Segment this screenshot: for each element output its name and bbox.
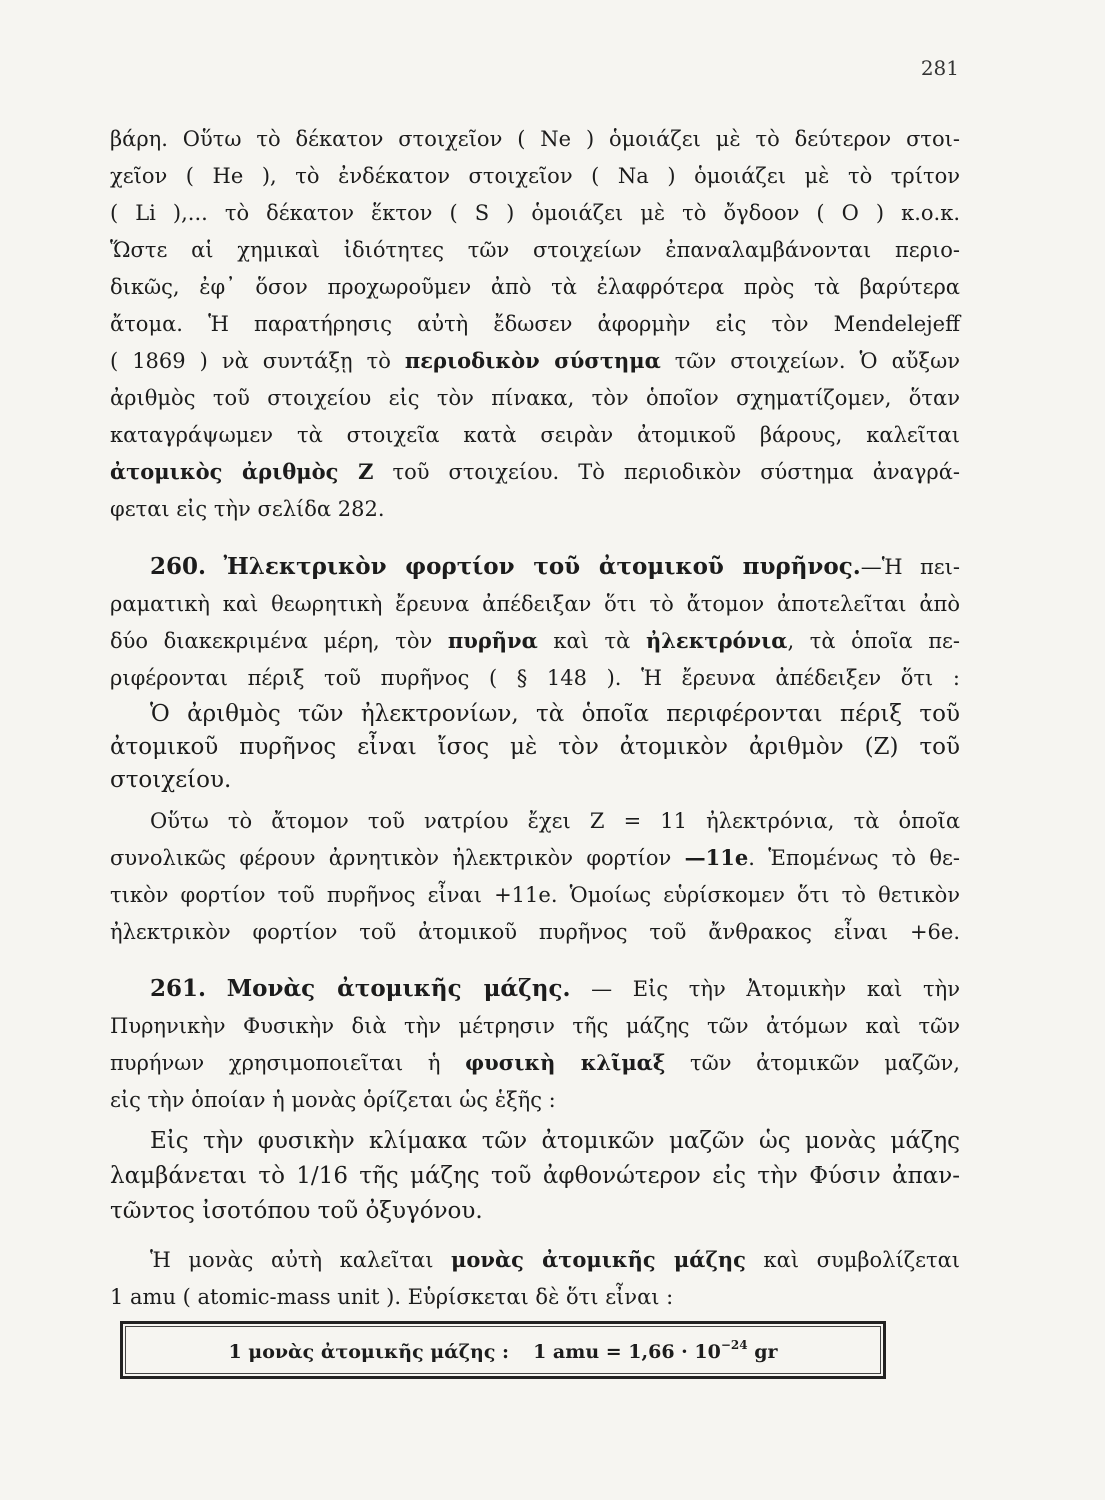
section-number	[150, 977, 206, 1001]
text-line	[110, 346, 960, 376]
text-span: ραματικὴ καὶ θεωρητικὴ ἔρευνα ἀπέδειξαν ὅτι τὸ ἄτομον ἀποτελεῖται ἀπὸ	[110, 592, 960, 616]
formula-text	[123, 1338, 883, 1363]
bold-term: —11e	[684, 845, 749, 870]
rule-line	[110, 1126, 960, 1156]
text-span: τῶν στοιχείων. Ὁ αὔξων	[660, 349, 960, 373]
text-span: Ὁ ἀριθμὸς τῶν ἠλεκτρονίων, τὰ ὁποῖα περιφέρονται πέριξ τοῦ	[150, 701, 960, 727]
text-span: , τὰ ὁποῖα πε-	[787, 629, 961, 653]
rule-line	[110, 699, 960, 729]
text-span: Εἰς τὴν φυσικὴν κλίμακα τῶν ἀτομικῶν μαζῶν ὡς μονὰς μάζης	[150, 1128, 960, 1154]
text-span: ἀτομικοῦ πυρῆνος εἶναι ἴσος μὲ τὸν ἀτομικὸν ἀριθμὸν (Z) τοῦ	[110, 734, 960, 760]
text-span: συνολικῶς φέρουν ἀρνητικὸν ἠλεκτρικὸν φορτίον	[110, 846, 685, 870]
text-span: λαμβάνεται τὸ 1/16 τῆς μάζης τοῦ ἀφθονώτερον εἰς τὴν Φύσιν ἀπαν-	[110, 1163, 960, 1189]
text-line	[110, 806, 960, 836]
text-span: δικῶς, ἐφ᾽ ὅσον προχωροῦμεν ἀπὸ τὰ ἐλαφρότερα πρὸς τὰ βαρύτερα	[110, 275, 960, 299]
formula-box	[120, 1321, 886, 1379]
text-span: ἄτομα. Ἡ παρατήρησις αὐτὴ ἔδωσεν ἀφορμὴν εἰς τὸν Mendelejeff	[110, 312, 960, 336]
section-title: Μονὰς ἀτομικῆς μάζης.	[226, 975, 571, 1002]
text-span: Ἡ μονὰς αὐτὴ καλεῖται	[150, 1248, 451, 1272]
text-line	[110, 124, 960, 154]
section-260-heading	[110, 552, 960, 582]
text-span: καὶ τὰ	[537, 629, 646, 653]
text-line	[110, 880, 960, 910]
text-line	[110, 272, 960, 302]
text-span: δύο διακεκριμένα μέρη, τὸν	[110, 629, 448, 653]
text-span: τοῦ στοιχείου. Τὸ περιοδικὸν σύστημα ἀναγρά-	[373, 460, 960, 484]
text-span: βάρη. Οὕτω τὸ δέκατον στοιχεῖον ( Ne ) ὁμοιάζει μὲ τὸ δεύτερον στοι-	[110, 127, 960, 151]
text-line	[110, 663, 960, 693]
text-line	[110, 1282, 960, 1312]
text-span: ἀριθμὸς τοῦ στοιχείου εἰς τὸν πίνακα, τὸν ὁποῖον σχηματίζομεν, ὅταν	[110, 386, 960, 410]
text-line	[110, 1011, 960, 1041]
text-span: Ὥστε αἱ χημικαὶ ἰδιότητες τῶν στοιχείων ἐπαναλαμβάνονται περιο-	[110, 238, 960, 262]
section-number	[150, 555, 206, 579]
text-span: φεται εἰς τὴν σελίδα 282.	[110, 497, 385, 521]
text-line	[110, 626, 960, 656]
formula-base: 1 amu = 1,66 · 10	[533, 1341, 721, 1363]
text-line	[110, 198, 960, 228]
text-line	[110, 1048, 960, 1078]
text-line	[110, 457, 960, 487]
section-number-text: 261.	[150, 975, 207, 1002]
text-line	[110, 843, 960, 873]
rule-line	[110, 732, 960, 762]
rule-line	[110, 1196, 960, 1226]
bold-term: φυσικὴ κλῖμαξ	[465, 1050, 666, 1075]
text-span: ( Li ),... τὸ δέκατον ἕκτον ( S ) ὁμοιάζει μὲ τὸ ὄγδοον ( O ) κ.ο.κ.	[110, 201, 960, 225]
text-span: τῶν ἀτομικῶν μαζῶν,	[665, 1051, 960, 1075]
bold-term: πυρῆνα	[447, 628, 538, 653]
page-number: 281	[920, 56, 959, 80]
text-line	[110, 235, 960, 265]
text-span: καὶ συμβολίζεται	[745, 1248, 960, 1272]
formula-label: 1 μονὰς ἀτομικῆς μάζης :	[228, 1341, 510, 1363]
text-span: Πυρηνικὴν Φυσικὴν διὰ τὴν μέτρησιν τῆς μάζης τῶν ἀτόμων καὶ τῶν	[110, 1014, 960, 1038]
section-261-heading	[110, 974, 960, 1004]
text-span: στοιχείου.	[110, 767, 232, 793]
text-span: χεῖον ( He ), τὸ ἐνδέκατον στοιχεῖον ( Na ) ὁμοιάζει μὲ τὸ τρίτον	[110, 164, 960, 188]
formula-exponent: −24	[720, 1338, 748, 1352]
text-span: καταγράψωμεν τὰ στοιχεῖα κατὰ σειρὰν ἀτομικοῦ βάρους, καλεῖται	[110, 423, 960, 447]
text-line	[110, 161, 960, 191]
text-span: —Ἡ πει-	[860, 555, 960, 579]
section-title: Ἠλεκτρικὸν φορτίον τοῦ ἀτομικοῦ πυρῆνος.	[223, 553, 861, 580]
section-number-text: 260.	[150, 553, 207, 580]
text-span: τικὸν φορτίον τοῦ πυρῆνος εἶναι +11e. Ὁμοίως εὑρίσκομεν ὅτι τὸ θετικὸν	[110, 883, 960, 907]
text-span: — Εἰς τὴν Ἀτομικὴν καὶ τὴν	[570, 977, 960, 1001]
text-line	[110, 1245, 960, 1275]
text-span: πυρήνων χρησιμοποιεῖται ἡ	[110, 1051, 466, 1075]
text-span: τῶντος ἰσοτόπου τοῦ ὀξυγόνου.	[110, 1198, 483, 1224]
bold-term: μονὰς ἀτομικῆς μάζης	[451, 1247, 746, 1272]
text-span: εἰς τὴν ὁποίαν ἡ μονὰς ὁρίζεται ὡς ἑξῆς :	[110, 1088, 556, 1112]
text-span: . Ἑπομένως τὸ θε-	[748, 846, 961, 870]
text-span: ἠλεκτρικὸν φορτίον τοῦ ἀτομικοῦ πυρῆνος τοῦ ἄνθρακος εἶναι +6e.	[110, 920, 960, 944]
text-line	[110, 1085, 960, 1115]
text-line	[110, 383, 960, 413]
text-span: Οὕτω τὸ ἄτομον τοῦ νατρίου ἔχει Z = 11 ἠλεκτρόνια, τὰ ὁποῖα	[150, 809, 960, 833]
text-line	[110, 309, 960, 339]
bold-term: ἀτομικὸς ἀριθμὸς Z	[110, 459, 374, 484]
text-line	[110, 917, 960, 947]
rule-line	[110, 765, 960, 795]
bold-term: περιοδικὸν σύστημα	[404, 348, 661, 373]
text-line	[110, 589, 960, 619]
text-span: ριφέρονται πέριξ τοῦ πυρῆνος ( § 148 ). Ἡ ἔρευνα ἀπέδειξεν ὅτι :	[110, 666, 960, 690]
text-span: ( 1869 ) νὰ συντάξῃ τὸ	[110, 349, 405, 373]
text-span: 1 amu ( atomic-mass unit ). Εὑρίσκεται δὲ ὅτι εἶναι :	[110, 1285, 674, 1309]
text-line	[110, 420, 960, 450]
formula-value	[533, 1338, 777, 1363]
bold-term: ἠλεκτρόνια	[645, 628, 788, 653]
text-line	[110, 494, 960, 524]
formula-unit: gr	[754, 1341, 778, 1363]
rule-line	[110, 1161, 960, 1191]
